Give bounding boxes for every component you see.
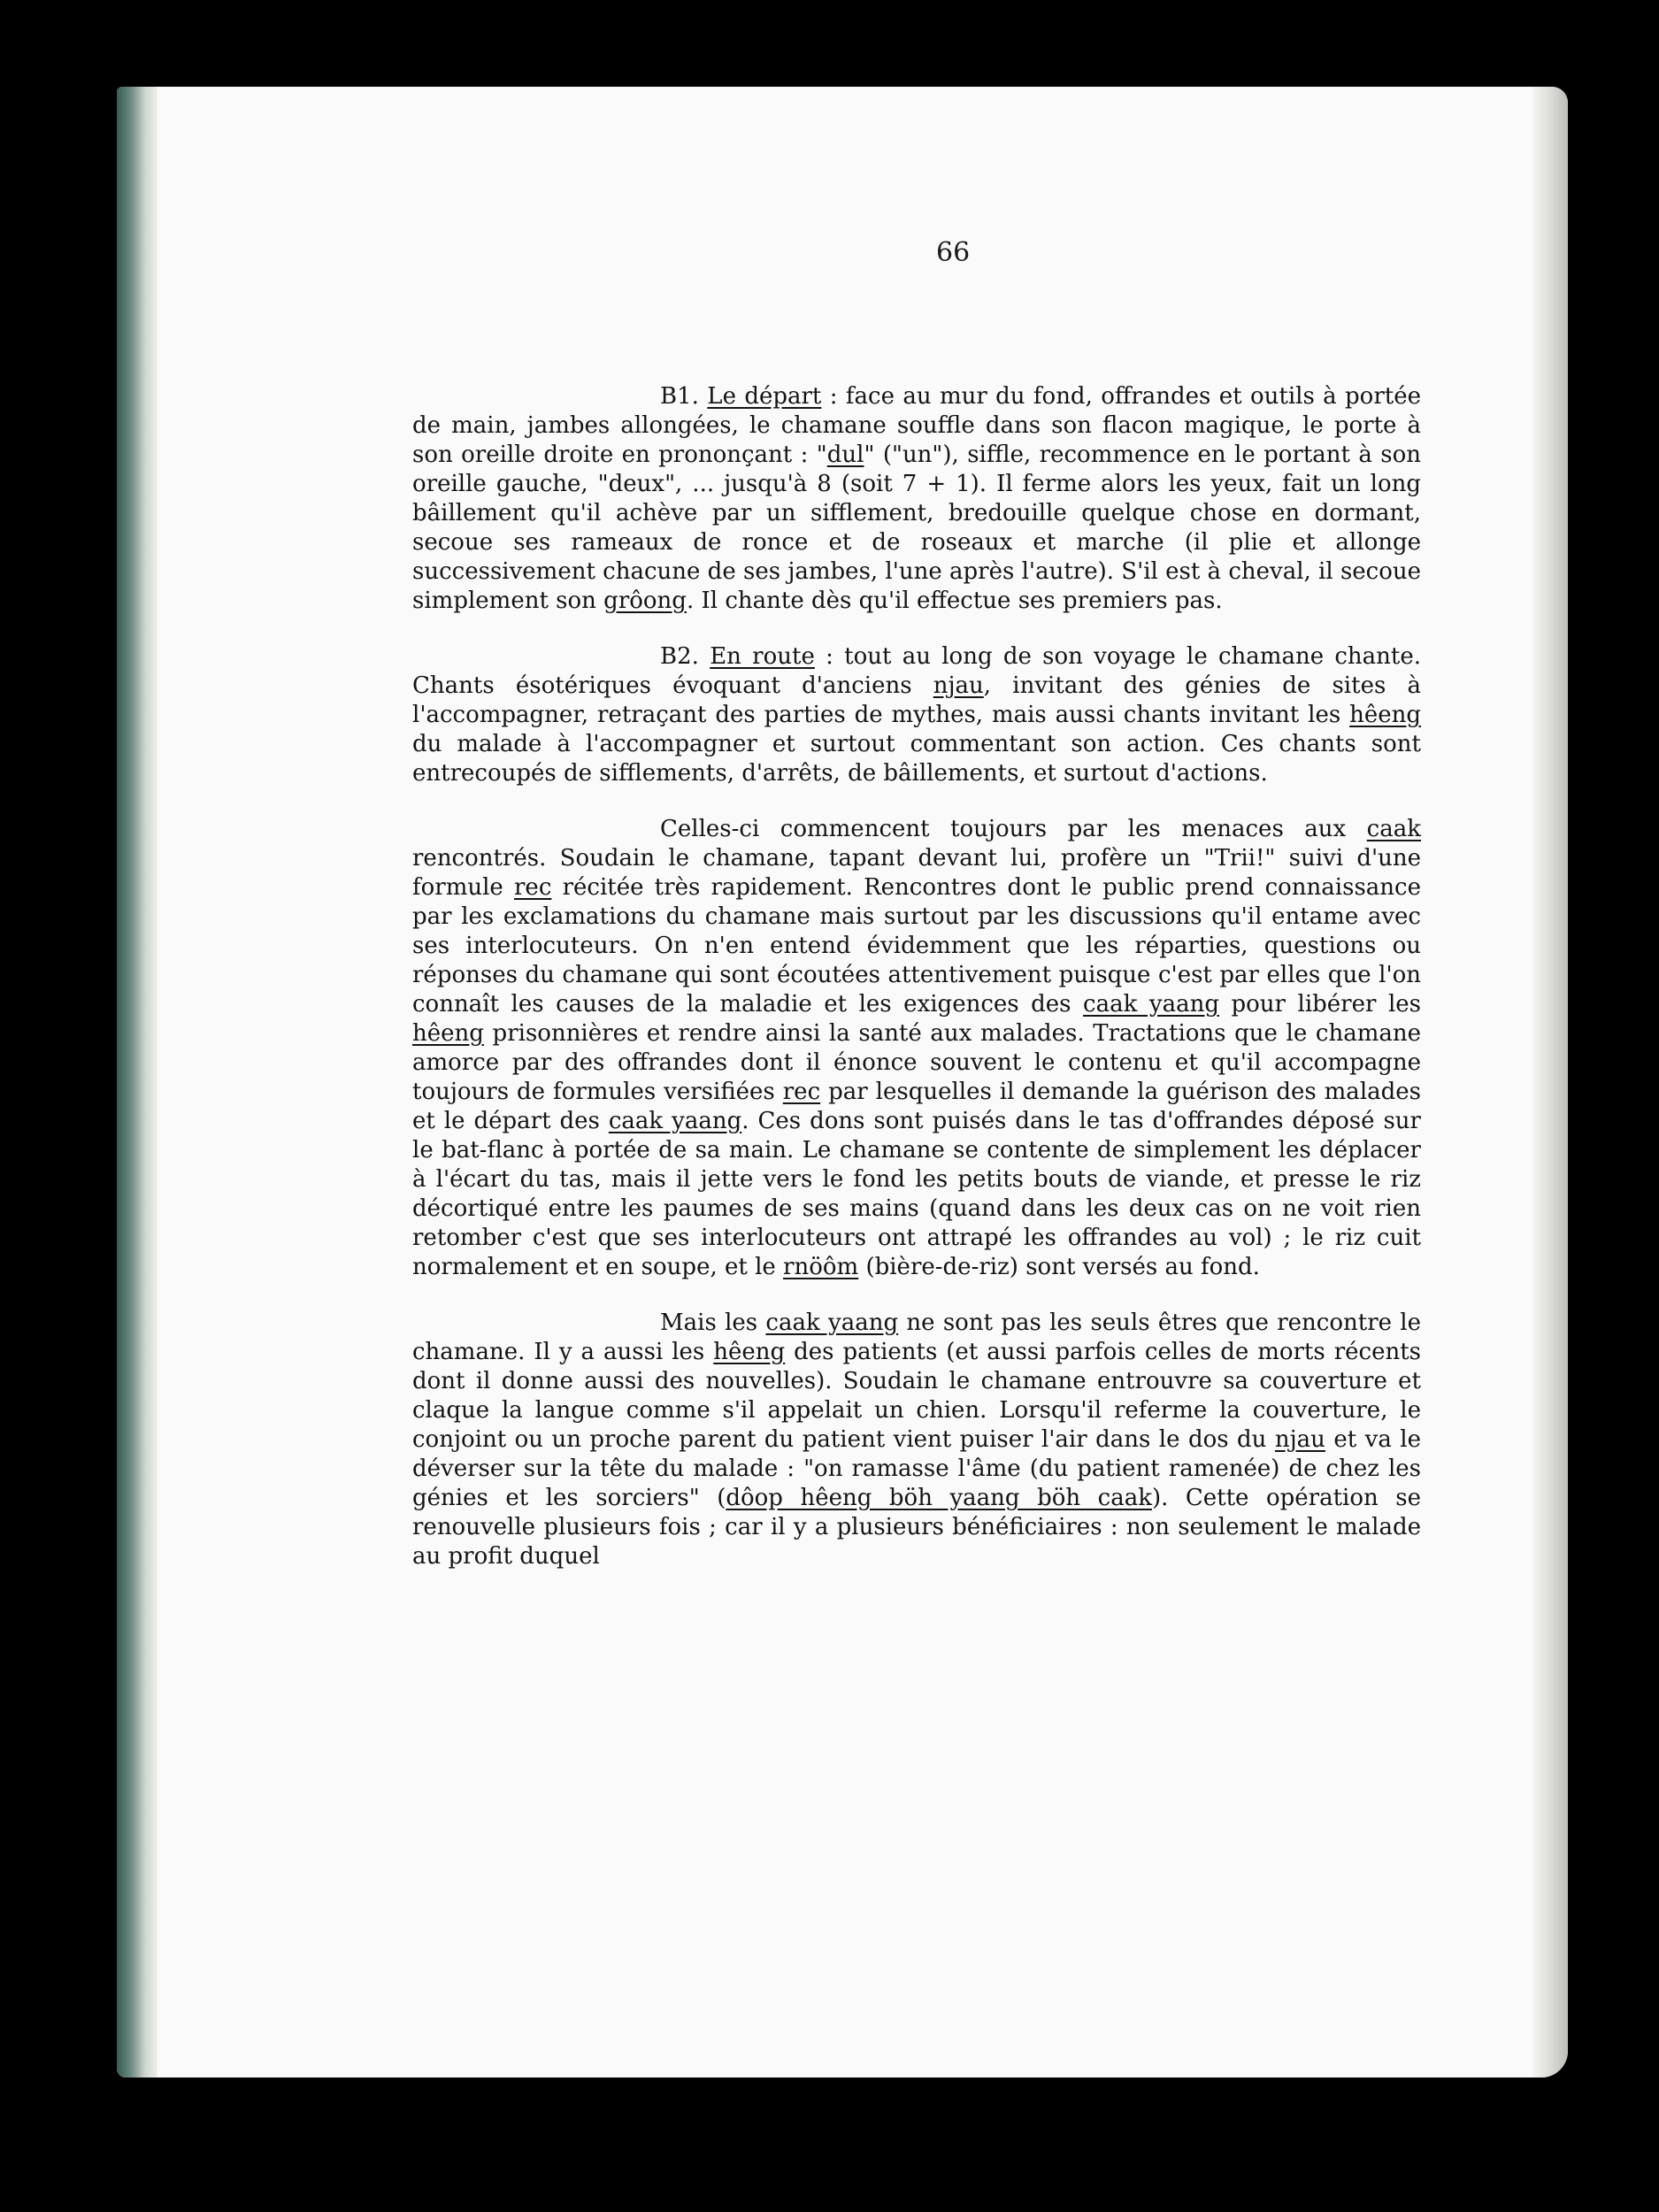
underlined-term: dôop hêeng böh yaang böh caak — [726, 1485, 1152, 1511]
text-run: des patients (et aussi parfois celles de morts récents dont il donne aussi des nouvelles). Soudain le chamane entrouvre sa couverture et claque la langue comme s'il appelait un chien. Lorsqu'il referme la couverture, le conjoint ou un proche parent du patient vient puiser l'air dans le dos du — [412, 1339, 1421, 1453]
text-run: , invitant des génies de sites à l'accompagner, retraçant des parties de mythes, mais aussi chants invitant les — [412, 672, 1421, 728]
underlined-term: hêeng — [1349, 702, 1421, 728]
body-text — [412, 382, 1421, 1571]
underlined-term: caak — [1366, 816, 1421, 842]
paragraph-b1-depart — [412, 382, 1421, 616]
underlined-term: hêeng — [412, 1020, 484, 1047]
text-run: rencontrés. Soudain le chamane, tapant devant lui, profère un "Trii!" suivi d'une formule — [412, 845, 1421, 901]
text-run: Celles-ci commencent toujours par les menaces aux — [660, 816, 1367, 842]
text-run: (bière-de-riz) sont versés au fond. — [858, 1254, 1260, 1280]
page-edges — [1532, 87, 1568, 2078]
underlined-term: rec — [782, 1079, 821, 1105]
text-run: ne sont pas les seuls êtres que rencontre le chamane. Il y a aussi les — [412, 1310, 1422, 1365]
underlined-term: caak yaang — [765, 1310, 899, 1336]
book-scan — [117, 87, 1568, 2078]
underlined-term: rnöôm — [783, 1254, 859, 1280]
text-run: . Il chante dès qu'il effectue ses premiers pas. — [686, 588, 1223, 614]
text-run: par lesquelles il demande la guérison des malades et le départ des — [412, 1079, 1422, 1134]
paragraph-b2-en-route — [412, 642, 1421, 788]
text-run: ). Cette opération se renouvelle plusieurs fois ; car il y a plusieurs bénéficiaires : non seulement le malade au profit duquel — [412, 1485, 1421, 1570]
underlined-term: En route — [710, 643, 815, 670]
text-run: : face au mur du fond, offrandes et outils à portée de main, jambes allongées, le chamane souffle dans son flacon magique, le porte à son oreille droite en prononçant : " — [412, 383, 1421, 468]
underlined-term: grôong — [603, 588, 687, 614]
underlined-term: hêeng — [713, 1339, 786, 1365]
underlined-term: caak yaang — [1083, 991, 1219, 1018]
text-run: " ("un"), siffle, recommence en le portant à son oreille gauche, "deux", ... jusqu'à 8 (soit 7 + 1). Il ferme alors les yeux, fait un long bâillement qu'il achève par un sifflement, bredouille quelque chose en dormant, secoue ses rameaux de ronce et de roseaux et marche (il plie et allonge successivement chacune de ses jambes, l'une après l'autre). S'il est à cheval, il secoue simplement son — [412, 442, 1422, 614]
paragraph-menaces — [412, 815, 1421, 1282]
underlined-term: Le départ — [707, 383, 822, 410]
text-run: pour libérer les — [1218, 991, 1421, 1018]
underlined-term: njau — [933, 672, 984, 699]
text-run: Mais les — [660, 1310, 766, 1336]
page-number: 66 — [936, 237, 971, 268]
underlined-term: dul — [826, 442, 864, 468]
text-run: B2. — [660, 643, 710, 670]
text-run: : tout au long de son voyage le chamane chante. Chants ésotériques évoquant d'anciens — [412, 643, 1421, 699]
text-run: et va le déverser sur la tête du malade : "on ramasse l'âme (du patient ramenée) de chez les génies et les sorciers" ( — [412, 1426, 1421, 1511]
text-run: du malade à l'accompagner et surtout commentant son action. Ces chants sont entrecoupés de sifflements, d'arrêts, de bâillements, et surtout d'actions. — [412, 731, 1421, 787]
paragraph-hseng — [412, 1309, 1421, 1571]
text-run: prisonnières et rendre ainsi la santé aux malades. Tractations que le chamane amorce par des offrandes dont il énonce souvent le contenu et qu'il accompagne toujours de formules versifiées — [412, 1020, 1421, 1105]
book-spine — [117, 87, 157, 2078]
text-run: récitée très rapidement. Rencontres dont le public prend connaissance par les exclamations du chamane mais surtout par les discussions qu'il entame avec ses interlocuteurs. On n'en entend évidemment que les réparties, questions ou réponses du chamane qui sont écoutées attentivement puisque c'est par elles que l'on connaît les causes de la maladie et les exigences des — [412, 874, 1421, 1018]
underlined-term: rec — [514, 874, 552, 901]
underlined-term: njau — [1274, 1426, 1325, 1453]
page — [157, 87, 1532, 2078]
text-run: . Ces dons sont puisés dans le tas d'offrandes déposé sur le bat-flanc à portée de sa main. Le chamane se contente de simplement les déplacer à l'écart du tas, mais il jette vers le fond les petits bouts de viande, et presse le riz décortiqué entre les paumes de ses mains (quand dans les deux cas on ne voit rien retomber c'est que ses interlocuteurs ont attrapé les offrandes au vol) ; le riz cuit normalement et en soupe, et le — [412, 1108, 1421, 1280]
text-run: B1. — [660, 383, 708, 410]
underlined-term: caak yaang — [608, 1108, 742, 1134]
